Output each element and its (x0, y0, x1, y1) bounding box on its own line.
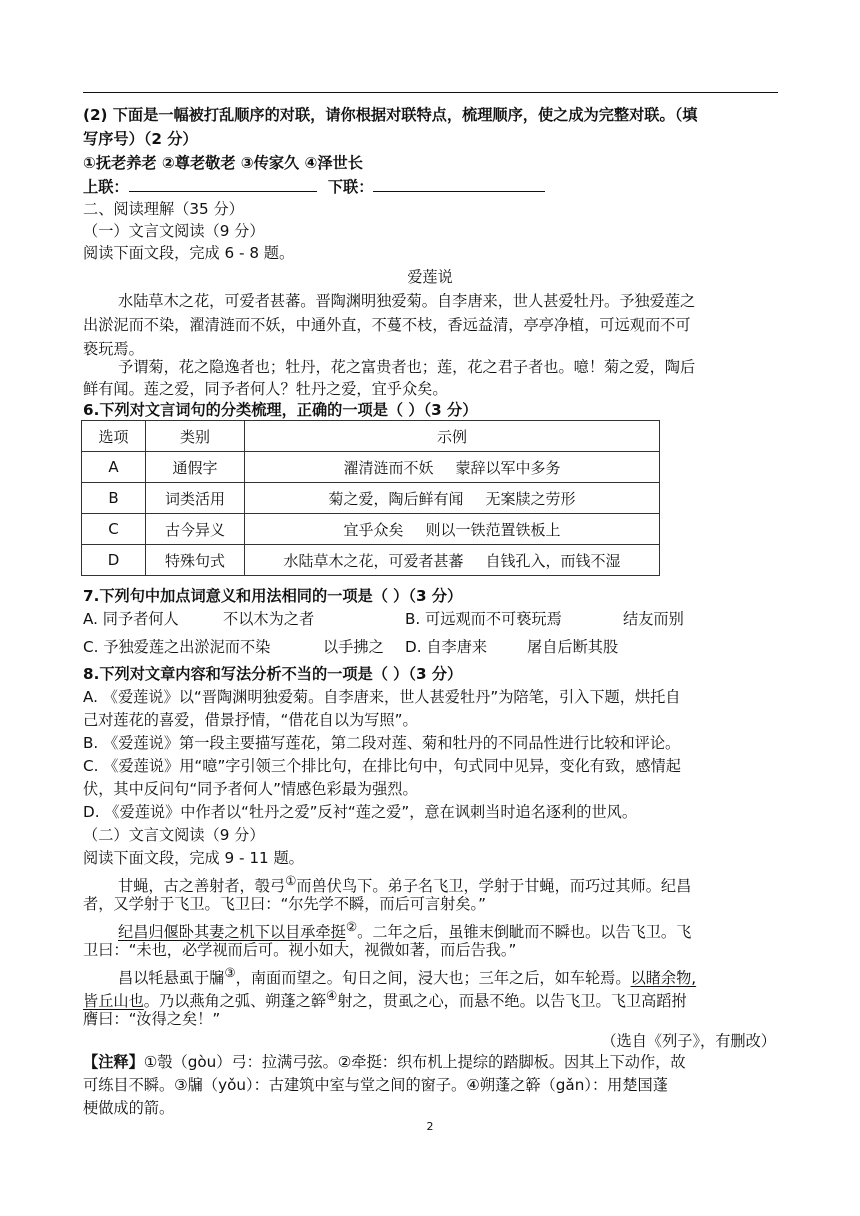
instruction-9-11: 阅读下面文段，完成 9 - 11 题。 (83, 849, 304, 867)
passage2-text: 甘蝇，古之善射者，彀弓 (118, 877, 286, 896)
q6-table-header (82, 421, 660, 452)
q7-option-a2: 不以木为之者 (223, 610, 315, 628)
passage2-p3-line3: 膺曰：“汝得之矣！” (83, 1010, 221, 1028)
q5-2-options: ①抚老养老 ②尊老敬老 ③传家久 ④泽世长 (83, 154, 363, 172)
q5-2-prompt-line2: 写序号）（2 分） (83, 130, 198, 148)
table-row (82, 483, 660, 514)
table-row (82, 452, 660, 483)
q8-stem: 8.下列对文章内容和写法分析不当的一项是（ ）（3 分） (83, 665, 463, 683)
header-category: 类别 (146, 421, 245, 452)
underlined-sentence: 皆丘山也 (83, 992, 144, 1011)
q8-option-b: B. 《爱莲说》第一段主要描写莲花，第二段对莲、菊和牡丹的不同品性进行比较和评论。 (83, 734, 681, 752)
notes-line3: 梗做成的箭。 (83, 1099, 175, 1117)
lower-couplet-blank[interactable] (373, 176, 545, 192)
footnote-mark: ① (285, 873, 297, 888)
q7-option-c1: C. 予独爱莲之出淤泥而不染 (83, 638, 271, 656)
q8-option-a-line2: 己对莲花的喜爱，借景抒情，“借花自以为写照”。 (83, 711, 418, 729)
section2-part2: （二）文言文阅读（9 分） (83, 826, 265, 844)
lower-couplet-label: 下联： (327, 178, 374, 196)
q5-2-answer-line (83, 176, 783, 198)
footnote-mark: ② (345, 919, 358, 934)
passage2-text: ，南面而望之。旬日之间，浸大也；三年之后，如车轮焉。 (235, 969, 631, 988)
row-option: A (82, 452, 146, 483)
example-2: 自钱孔入，而钱不湿 (485, 551, 621, 570)
q8-option-c-line2: 伏，其中反问句“同予者何人”情感色彩最为强烈。 (83, 780, 418, 798)
row-option: D (82, 545, 146, 576)
passage2-source: （选自《列子》，有删改） (601, 1032, 776, 1050)
passage2-text: 昌以牦悬虱于牖 (118, 969, 225, 988)
row-option: B (82, 483, 146, 514)
example-2: 则以一铁范置铁板上 (425, 520, 561, 539)
q7-option-d1: D. 自李唐来 (405, 638, 488, 656)
example-1: 濯清涟而不妖 (343, 458, 434, 477)
q7-option-a1: A. 同予者何人 (83, 610, 179, 628)
row-category: 通假字 (146, 452, 245, 483)
passage1-p2-line2: 鲜有闻。莲之爱，同予者何人？牡丹之爱，宜乎众矣。 (83, 380, 448, 398)
table-row (82, 545, 660, 576)
q7-option-b2: 结友而别 (623, 610, 684, 628)
section2-part1: （一）文言文阅读（9 分） (83, 222, 265, 240)
example-2: 无案牍之劳形 (485, 489, 576, 508)
q7-option-c2: 以手拂之 (323, 638, 384, 656)
passage1-p1-line1: 水陆草木之花，可爱者甚蕃。晋陶渊明独爱菊。自李唐来，世人甚爱牡丹。予独爱莲之 (118, 292, 696, 310)
page-number: 2 (426, 1120, 434, 1133)
example-1: 水陆草木之花，可爱者甚蕃 (283, 551, 464, 570)
section2-title: 二、阅读理解（35 分） (83, 200, 244, 218)
q7-option-d2: 屠自后断其股 (527, 638, 619, 656)
passage1-p2-line1: 予谓菊，花之隐逸者也；牡丹，花之富贵者也；莲，花之君子者也。噫！菊之爱，陶后 (118, 358, 696, 376)
q7-option-b1: B. 可远观而不可亵玩焉 (405, 610, 562, 628)
passage2-text: 。二年之后，虽锥末倒眦而不瞬也。以告飞卫。飞 (357, 923, 692, 942)
q8-option-c-line1: C. 《爱莲说》用“噫”字引领三个排比句，在排比句中，句式同中见异，变化有致，感情起 (83, 757, 681, 775)
underlined-sentence: 纪昌归偃卧其妻之机下以目承牵挺 (118, 923, 346, 942)
example-1: 宜乎众矣 (343, 520, 404, 539)
upper-couplet-blank[interactable] (129, 176, 317, 192)
notes-text: ①彀（gòu）弓：拉满弓弦。②牵挺：织布机上提综的踏脚板。因其上下动作，故 (143, 1053, 686, 1071)
q8-option-a-line1: A. 《爱莲说》以“晋陶渊明独爱菊。自李唐来，世人甚爱牡丹”为陪笔，引入下题，烘托自 (83, 688, 681, 706)
passage2-p1-line2: 者，又学射于飞卫。飞卫曰：“尔先学不瞬，而后可言射矣。” (83, 895, 487, 913)
q6-stem: 6.下列对文言词句的分类梳理，正确的一项是（ ）（3 分） (83, 401, 478, 419)
row-category: 古今异义 (146, 514, 245, 545)
q7-stem: 7.下列句中加点词意义和用法相同的一项是（ ）（3 分） (83, 587, 463, 605)
footnote-mark: ④ (326, 988, 338, 1003)
row-example (245, 452, 660, 483)
row-example (245, 483, 660, 514)
passage2-text: 而兽伏鸟下。弟子名飞卫，学射于甘蝇，而巧过其师。纪昌 (296, 877, 692, 896)
row-example (245, 514, 660, 545)
header-option: 选项 (82, 421, 146, 452)
row-option: C (82, 514, 146, 545)
footnote-mark: ③ (224, 965, 236, 980)
passage2-text: 。乃以燕角之弧、朔蓬之簳 (143, 992, 326, 1011)
instruction-6-8: 阅读下面文段，完成 6 - 8 题。 (83, 244, 295, 262)
notes-line1 (83, 1051, 783, 1073)
passage1-p1-line2: 出淤泥而不染，濯清涟而不妖，中通外直，不蔓不枝，香远益清，亭亭净植，可远观而不可 (83, 316, 691, 334)
passage1-title: 爱莲说 (407, 268, 453, 286)
table-row (82, 514, 660, 545)
passage2-p2-line2: 卫曰：“未也，必学视而后可。视小如大，视微如著，而后告我。” (83, 941, 517, 959)
q8-option-d: D. 《爱莲说》中作者以“牡丹之爱”反衬“莲之爱”，意在讽刺当时追名逐利的世风。 (83, 803, 638, 821)
q6-table (81, 420, 660, 576)
underlined-sentence: 以睹余物, (630, 969, 697, 988)
notes-label: 【注释】 (83, 1053, 144, 1071)
upper-couplet-label: 上联： (83, 178, 129, 196)
example-2: 蒙辞以军中多务 (455, 458, 561, 477)
row-category: 特殊句式 (146, 545, 245, 576)
q5-2-prompt-line1: (2) 下面是一幅被打乱顺序的对联，请你根据对联特点，梳理顺序，使之成为完整对联。（填 (83, 106, 698, 124)
top-divider (83, 92, 778, 93)
passage1-p1-line3: 亵玩焉。 (83, 340, 144, 358)
header-example: 示例 (245, 421, 660, 452)
row-category: 词类活用 (146, 483, 245, 514)
passage2-text: 射之，贯虱之心，而悬不绝。以告飞卫。飞卫高蹈拊 (337, 992, 687, 1011)
notes-line2: 可练目不瞬。③牖（yǒu）：古建筑中室与堂之间的窗子。④朔蓬之簳（gǎn）：用楚国蓬 (83, 1076, 668, 1094)
row-example (245, 545, 660, 576)
example-1: 菊之爱，陶后鲜有闻 (328, 489, 464, 508)
